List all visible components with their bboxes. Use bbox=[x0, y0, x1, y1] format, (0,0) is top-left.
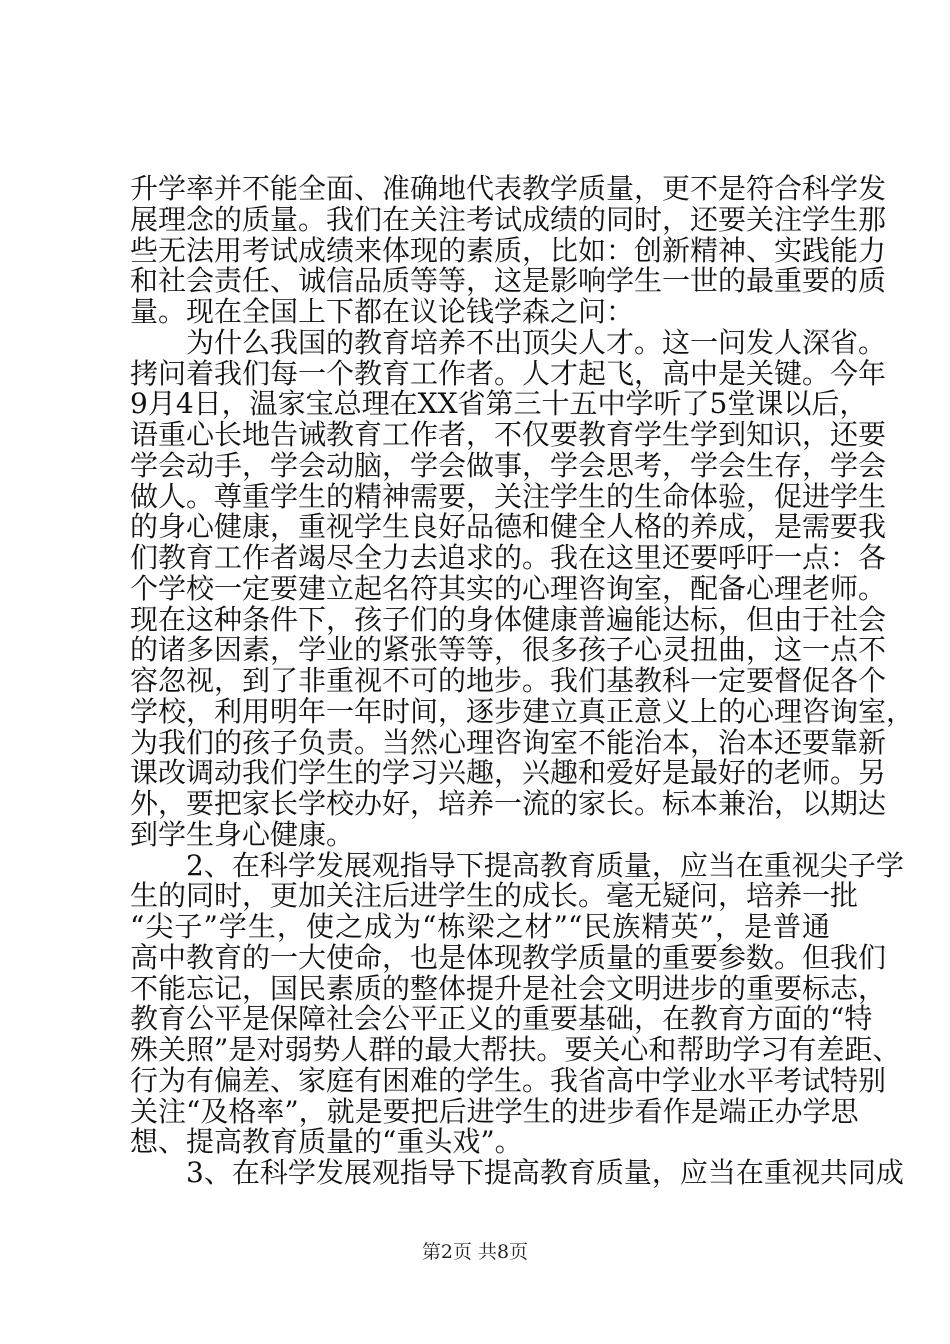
paragraph-first-line: 为什么我国的教育培养不出顶尖人才。这一问发人深省。 bbox=[186, 326, 887, 359]
paragraph-first-line: 2、在科学发展观指导下提高教育质量，应当在重视尖子学 bbox=[186, 849, 904, 882]
page-number: 第2页 共8页 bbox=[421, 1241, 529, 1263]
text-line: 课改调动我们学生的学习兴趣，兴趣和爱好是最好的老师。另 bbox=[130, 756, 887, 789]
text-line: 的身心健康，重视学生良好品德和健全人格的养成，是需要我 bbox=[130, 510, 887, 543]
text-line: 不能忘记，国民素质的整体提升是社会文明进步的重要标志， bbox=[130, 972, 887, 1005]
text-line: 殊关照”是对弱势人群的最大帮扶。要关心和帮助学习有差距、 bbox=[130, 1033, 901, 1066]
text-line: 语重心长地告诫教育工作者，不仅要教育学生学到知识，还要 bbox=[130, 418, 887, 451]
text-line: 的诸多因素，学业的紧张等等，很多孩子心灵扭曲，这一点不 bbox=[130, 633, 887, 666]
text-line: “尖子”学生，使之成为“栋梁之材”“民族精英”，是普通 bbox=[130, 910, 830, 943]
text-line: 到学生身心健康。 bbox=[130, 818, 355, 851]
text-line: 外，要把家长学校办好，培养一流的家长。标本兼治，以期达 bbox=[130, 787, 887, 820]
text-line: 关注“及格率”，就是要把后进学生的进步看作是端正办学思 bbox=[130, 1095, 859, 1128]
text-line: 行为有偏差、家庭有困难的学生。我省高中学业水平考试特别 bbox=[130, 1064, 887, 1097]
text-line: 学校，利用明年一年时间，逐步建立真正意义上的心理咨询室， bbox=[130, 695, 915, 728]
text-line: 展理念的质量。我们在关注考试成绩的同时，还要关注学生那 bbox=[130, 203, 887, 236]
text-line: 9月4日，温家宝总理在XX省第三十五中学听了5堂课以后， bbox=[130, 387, 868, 420]
text-line: 些无法用考试成绩来体现的素质，比如：创新精神、实践能力 bbox=[130, 234, 887, 267]
text-line: 们教育工作者竭尽全力去追求的。我在这里还要呼吁一点：各 bbox=[130, 541, 887, 574]
text-line: 拷问着我们每一个教育工作者。人才起飞，高中是关键。今年 bbox=[130, 357, 887, 390]
text-line: 升学率并不能全面、准确地代表教学质量，更不是符合科学发 bbox=[130, 172, 887, 205]
text-line: 和社会责任、诚信品质等等，这是影响学生一世的最重要的质 bbox=[130, 264, 887, 297]
text-line: 生的同时，更加关注后进学生的成长。毫无疑问，培养一批 bbox=[130, 879, 859, 912]
text-line: 现在这种条件下，孩子们的身体健康普遍能达标，但由于社会 bbox=[130, 603, 887, 636]
text-line: 高中教育的一大使命，也是体现教学质量的重要参数。但我们 bbox=[130, 941, 887, 974]
text-line: 教育公平是保障社会公平正义的重要基础，在教育方面的“特 bbox=[130, 1002, 873, 1035]
text-line: 为我们的孩子负责。当然心理咨询室不能治本，治本还要靠新 bbox=[130, 726, 887, 759]
text-line: 容忽视，到了非重视不可的地步。我们基教科一定要督促各个 bbox=[130, 664, 887, 697]
text-line: 3、在科学发展观指导下提高教育质量，应当在重视共同成 bbox=[186, 1156, 904, 1189]
text-line: 个学校一定要建立起名符其实的心理咨询室，配备心理老师。 bbox=[130, 572, 887, 605]
text-line: 量。现在全国上下都在议论钱学森之问： bbox=[130, 295, 635, 328]
text-line: 学会动手，学会动脑，学会做事，学会思考，学会生存，学会 bbox=[130, 449, 887, 482]
text-line: 做人。尊重学生的精神需要，关注学生的生命体验，促进学生 bbox=[130, 480, 887, 513]
text-line: 想、提高教育质量的“重头戏”。 bbox=[130, 1125, 523, 1158]
